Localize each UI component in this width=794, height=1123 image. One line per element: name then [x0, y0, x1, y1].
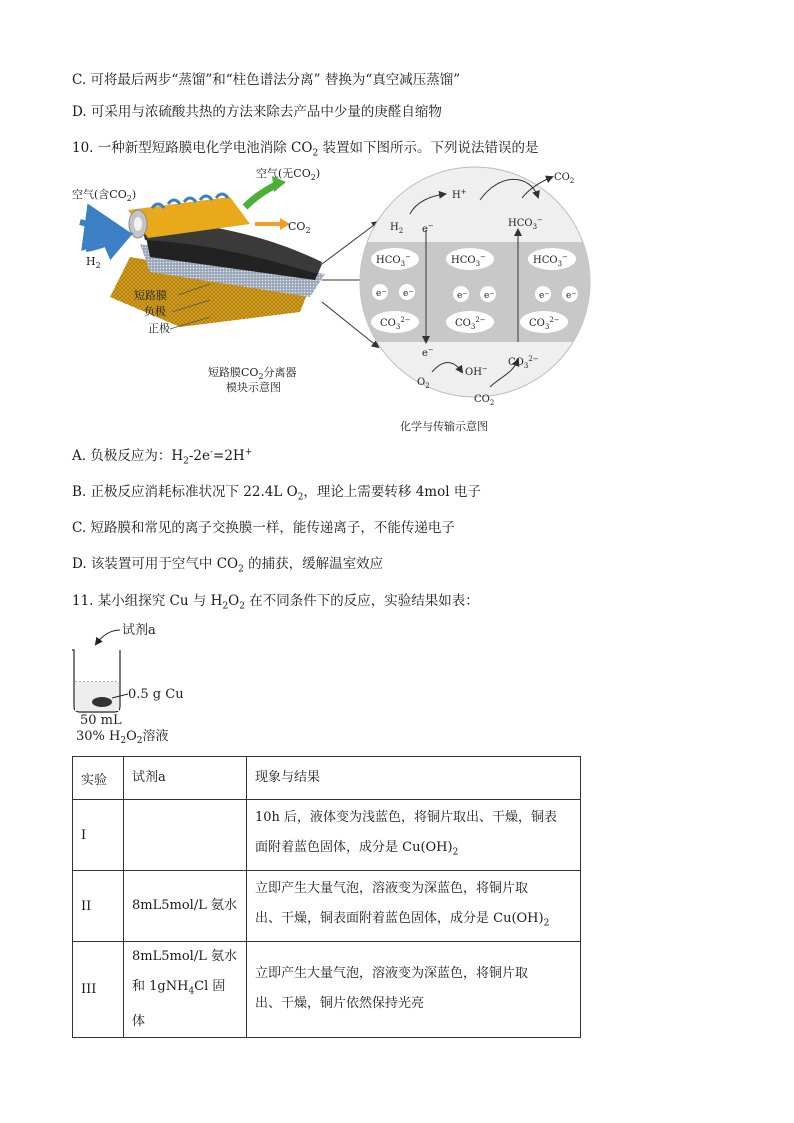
label-h2-circle: $H_2$	[390, 222, 404, 235]
label-cu: 0.5 g Cu	[128, 687, 184, 702]
cell-id: III	[73, 942, 124, 1038]
header-result: 现象与结果	[247, 757, 581, 800]
label-eminus-top: e−	[422, 222, 434, 235]
label-co2-bottom: $CO_2$	[474, 394, 495, 407]
label-membrane: 短路膜	[134, 289, 167, 302]
label-cathode: 正极	[148, 322, 170, 335]
beaker-figure	[62, 620, 222, 750]
label-e-6: e−	[566, 290, 577, 301]
cell-id: II	[73, 871, 124, 942]
option-d-q10: D. 该装置可用于空气中 $CO_2$ 的捕获，缓解温室效应	[72, 556, 384, 575]
label-e-5: e−	[539, 290, 550, 301]
table-row	[73, 871, 581, 942]
battery-diagram	[60, 162, 600, 437]
option-c-q9: C. 可将最后两步“蒸馏”和“柱色谱法分离” 替换为“真空减压蒸馏”	[72, 72, 461, 88]
label-hplus: H+	[452, 188, 467, 201]
label-co3-2: $CO_3^{2-}$	[455, 316, 486, 331]
table-row	[73, 942, 581, 1038]
cell-reagent: 8mL5mol/L 氨水	[124, 871, 247, 942]
option-b-q10: B. 正极反应消耗标准状况下 22.4L $O_2$，理论上需要转移 4mol 电子	[72, 484, 481, 503]
cu-piece	[92, 697, 112, 707]
label-air-out: 空气(无$CO_2$)	[256, 167, 321, 182]
chemistry-circle	[360, 167, 590, 397]
table-header-row	[73, 757, 581, 800]
label-co3-3: $CO_3^{2-}$	[529, 316, 560, 331]
experiment-table	[72, 756, 581, 1038]
label-e-2: e−	[403, 288, 414, 299]
label-e-1: e−	[376, 288, 387, 299]
label-ohminus: OH−	[465, 365, 488, 378]
label-solution: 30% $H_2O_2$溶液	[76, 729, 169, 746]
question-10: 10. 一种新型短路膜电化学电池消除 $CO_2$ 装置如下图所示。下列说法错误的是	[72, 140, 539, 159]
label-air-in: 空气(含$CO_2$)	[72, 188, 137, 203]
label-anode: 负极	[144, 305, 166, 318]
cell-reagent	[124, 800, 247, 871]
header-experiment: 实验	[73, 757, 124, 800]
option-c-q10: C. 短路膜和常见的离子交换膜一样，能传递离子，不能传递电子	[72, 520, 455, 536]
label-reagent-a: 试剂a	[122, 623, 156, 638]
h2-in-arrow	[86, 236, 126, 250]
caption-left-2: 模块示意图	[226, 381, 281, 394]
air-out-arrow	[245, 184, 278, 207]
label-co3-1: $CO_3^{2-}$	[380, 316, 411, 331]
label-hco3-2: $HCO_3^-$	[451, 253, 486, 268]
cell-result: 立即产生大量气泡，溶液变为深蓝色，将铜片取 出、干燥，铜表面附着蓝色固体，成分是 $Cu(OH)_2$	[247, 871, 581, 942]
option-a-q10: A. 负极反应为：$H_2-2e^-=2H^+$	[72, 447, 253, 467]
label-h2-left: $H_2$	[86, 255, 101, 270]
label-hco3-top: $HCO_3^-$	[508, 216, 543, 231]
battery-figure	[60, 162, 600, 437]
cell-id: I	[73, 800, 124, 871]
header-reagent: 试剂a	[124, 757, 247, 800]
cell-reagent: 8mL5mol/L 氨水 和 1gNH$_4$Cl 固体	[124, 942, 247, 1038]
label-volume: 50 mL	[80, 713, 122, 728]
label-o2: $O_2$	[417, 377, 430, 390]
label-co2-top: $CO_2$	[554, 172, 575, 185]
label-hco3-3: $HCO_3^-$	[533, 253, 568, 268]
table-row	[73, 800, 581, 871]
label-eminus-bottom: e−	[422, 346, 434, 359]
label-e-3: e−	[457, 290, 468, 301]
caption-right: 化学与传输示意图	[400, 420, 488, 433]
cell-result: 立即产生大量气泡，溶液变为深蓝色，将铜片取 出、干燥，铜片依然保持光亮	[247, 942, 581, 1038]
label-hco3-1: $HCO_3^-$	[376, 253, 411, 268]
air-in-arrow	[80, 222, 120, 232]
label-co3-bottom: $CO_3^{2-}$	[508, 355, 539, 370]
label-co2-left: $CO_2$	[288, 220, 311, 235]
label-e-4: e−	[484, 290, 495, 301]
caption-left-1: 短路膜$CO_2$分离器	[208, 366, 297, 381]
option-d-q9: D. 可采用与浓硫酸共热的方法来除去产品中少量的庚醛自缩物	[72, 104, 442, 120]
cell-result: 10h 后，液体变为浅蓝色，将铜片取出、干燥，铜表 面附着蓝色固体，成分是 $Cu(OH)_2$	[247, 800, 581, 871]
question-11: 11. 某小组探究 Cu 与 $H_2O_2$ 在不同条件下的反应，实验结果如表：	[72, 593, 479, 612]
